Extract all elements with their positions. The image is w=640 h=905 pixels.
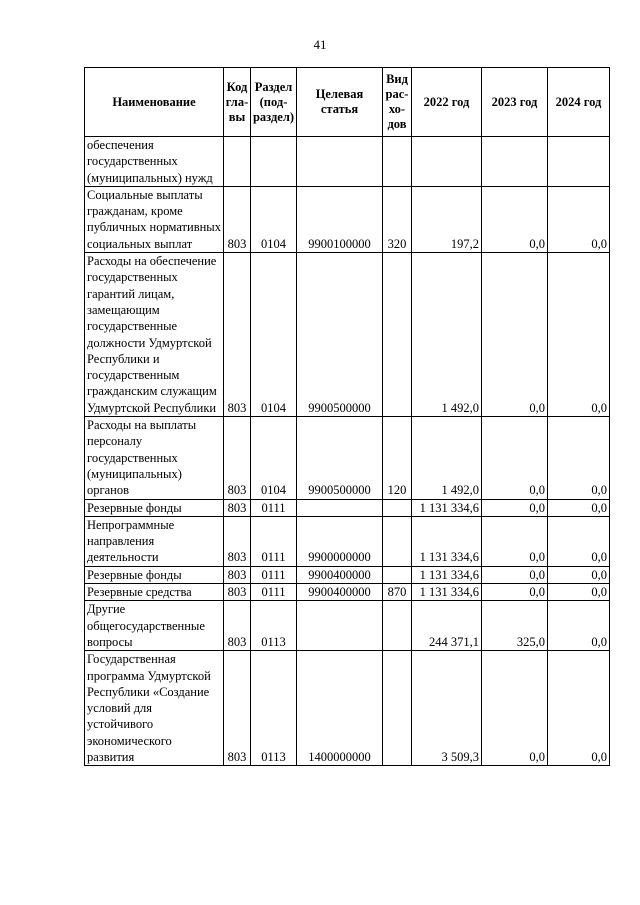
table-row	[85, 499, 610, 516]
cell-2022: 1 492,0	[412, 253, 482, 417]
cell-2023: 0,0	[482, 253, 548, 417]
cell-target: 9900400000	[297, 584, 383, 601]
table-header-row	[85, 68, 610, 137]
cell-2024: 0,0	[548, 651, 610, 766]
table-body	[85, 137, 610, 766]
cell-name: Расходы на выплаты персоналу государственных (муниципальных) органов	[85, 417, 224, 499]
cell-2023: 325,0	[482, 601, 548, 651]
cell-2024: 0,0	[548, 253, 610, 417]
cell-type: 120	[383, 417, 412, 499]
col-header-section: Раздел (под- раздел)	[251, 68, 297, 137]
cell-section: 0111	[251, 566, 297, 583]
cell-name: Резервные фонды	[85, 499, 224, 516]
cell-2024: 0,0	[548, 499, 610, 516]
cell-name: Другие общегосударственные вопросы	[85, 601, 224, 651]
cell-code: 803	[224, 601, 251, 651]
cell-target: 9900100000	[297, 186, 383, 252]
table-row	[85, 253, 610, 417]
cell-target: 1400000000	[297, 651, 383, 766]
cell-code: 803	[224, 566, 251, 583]
col-header-target: Целевая статья	[297, 68, 383, 137]
col-header-2023: 2023 год	[482, 68, 548, 137]
cell-2022: 1 131 334,6	[412, 499, 482, 516]
cell-type: 870	[383, 584, 412, 601]
cell-type	[383, 499, 412, 516]
cell-code: 803	[224, 499, 251, 516]
cell-target: 9900000000	[297, 516, 383, 566]
cell-target: 9900500000	[297, 253, 383, 417]
cell-name: Расходы на обеспечение государственных гарантий лицам, замещающим государственные должности Удмуртской Республики и государственным гражданским служащим Удмуртской Республики	[85, 253, 224, 417]
col-header-name: Наименование	[85, 68, 224, 137]
cell-2023: 0,0	[482, 186, 548, 252]
cell-name: Государственная программа Удмуртской Республики «Создание условий для устойчивого экономического развития	[85, 651, 224, 766]
cell-type: 320	[383, 186, 412, 252]
table-row	[85, 186, 610, 252]
cell-2022: 1 131 334,6	[412, 584, 482, 601]
cell-2022: 1 131 334,6	[412, 516, 482, 566]
cell-2022: 1 131 334,6	[412, 566, 482, 583]
cell-code: 803	[224, 186, 251, 252]
page-number: 41	[313, 37, 327, 52]
cell-2024: 0,0	[548, 566, 610, 583]
cell-name: обеспечения государственных (муниципальных) нужд	[85, 137, 224, 187]
cell-target	[297, 137, 383, 187]
cell-2023: 0,0	[482, 651, 548, 766]
col-header-type: Вид рас- хо- дов	[383, 68, 412, 137]
cell-type	[383, 566, 412, 583]
col-header-2024: 2024 год	[548, 68, 610, 137]
cell-section: 0104	[251, 417, 297, 499]
cell-section: 0111	[251, 584, 297, 601]
cell-code	[224, 137, 251, 187]
cell-2022: 197,2	[412, 186, 482, 252]
table-row	[85, 651, 610, 766]
cell-code: 803	[224, 417, 251, 499]
cell-2022	[412, 137, 482, 187]
cell-2023: 0,0	[482, 417, 548, 499]
cell-section: 0113	[251, 651, 297, 766]
cell-type	[383, 601, 412, 651]
cell-name: Резервные средства	[85, 584, 224, 601]
cell-2024: 0,0	[548, 516, 610, 566]
cell-code: 803	[224, 516, 251, 566]
cell-type	[383, 516, 412, 566]
cell-section: 0104	[251, 186, 297, 252]
col-header-code: Код гла- вы	[224, 68, 251, 137]
cell-section	[251, 137, 297, 187]
cell-2022: 3 509,3	[412, 651, 482, 766]
table-row	[85, 566, 610, 583]
cell-section: 0104	[251, 253, 297, 417]
cell-2023: 0,0	[482, 566, 548, 583]
cell-section: 0113	[251, 601, 297, 651]
cell-type	[383, 137, 412, 187]
table-row	[85, 417, 610, 499]
cell-name: Резервные фонды	[85, 566, 224, 583]
table-row	[85, 601, 610, 651]
cell-target	[297, 601, 383, 651]
table-row	[85, 584, 610, 601]
cell-2024	[548, 137, 610, 187]
table-row	[85, 137, 610, 187]
cell-code: 803	[224, 584, 251, 601]
cell-2022: 244 371,1	[412, 601, 482, 651]
cell-name: Социальные выплаты гражданам, кроме публичных нормативных социальных выплат	[85, 186, 224, 252]
cell-code: 803	[224, 651, 251, 766]
cell-type	[383, 253, 412, 417]
cell-code: 803	[224, 253, 251, 417]
cell-type	[383, 651, 412, 766]
cell-2022: 1 492,0	[412, 417, 482, 499]
budget-table	[84, 67, 610, 766]
cell-2023: 0,0	[482, 499, 548, 516]
table-row	[85, 516, 610, 566]
cell-target: 9900500000	[297, 417, 383, 499]
cell-2024: 0,0	[548, 601, 610, 651]
cell-2024: 0,0	[548, 186, 610, 252]
cell-section: 0111	[251, 499, 297, 516]
cell-target	[297, 499, 383, 516]
cell-target: 9900400000	[297, 566, 383, 583]
cell-name: Непрограммные направления деятельности	[85, 516, 224, 566]
cell-2024: 0,0	[548, 417, 610, 499]
cell-2024: 0,0	[548, 584, 610, 601]
col-header-2022: 2022 год	[412, 68, 482, 137]
cell-2023: 0,0	[482, 516, 548, 566]
cell-2023	[482, 137, 548, 187]
cell-2023: 0,0	[482, 584, 548, 601]
cell-section: 0111	[251, 516, 297, 566]
